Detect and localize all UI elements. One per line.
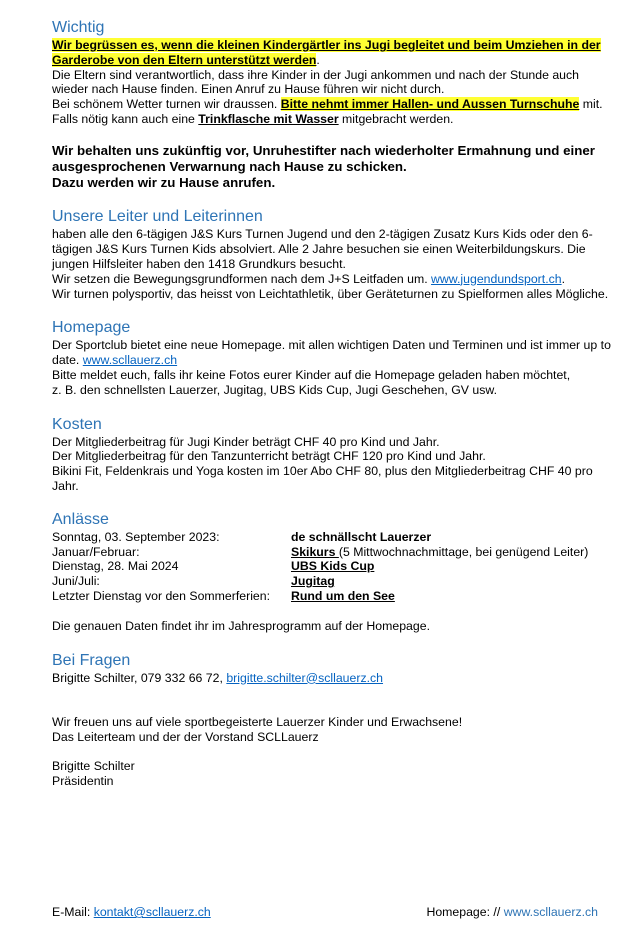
event-name-wrap <box>291 545 588 560</box>
event-name: Jugitag <box>291 574 335 589</box>
period: . <box>561 271 566 286</box>
footer-email-link[interactable]: kontakt@scllauerz.ch <box>93 905 211 919</box>
event-date: Dienstag, 28. Mai 2024 <box>52 559 179 574</box>
leiter-paragraph-1: haben alle den 6-tägigen J&S Kurs Turnen Jugend und den 2-tägigen Zusatz Kurs Kids oder den 6-tägigen J&S Kurs Turnen Kids absolviert. Alle 2 Jahre besuchen sie einen Weiterbildungskurs. Die jungen Hilfsleiter haben den 1418 Grundkurs besucht. <box>52 227 593 271</box>
event-name: Skikurs <box>291 544 339 559</box>
text: Der Sportclub bietet eine neue Homepage. mit allen wichtigen Daten und Terminen und ist immer up to date. <box>52 338 611 368</box>
leiter-paragraph-3: Wir turnen polysportiv, das heisst von Leichtathletik, über Geräteturnen zu Spielformen alles Mögliche. <box>52 286 609 301</box>
kosten-line: Bikini Fit, Feldenkrais und Yoga kosten im 10er Abo CHF 80, plus den Mitgliederbeitrag CHF 40 pro Jahr. <box>52 464 593 493</box>
fragen-heading: Bei Fragen <box>52 651 131 669</box>
anlaesse-heading: Anlässe <box>52 510 109 528</box>
kosten-line: Der Mitgliederbeitrag für den Tanzunterricht beträgt CHF 120 pro Kind und Jahr. <box>52 449 486 464</box>
kosten-heading: Kosten <box>52 415 102 433</box>
highlight-text: Wir begrüssen es, wenn die kleinen Kindergärtler ins Jugi begleitet und beim Umziehen in der Garderobe von den Eltern unterstützt werden <box>52 38 601 67</box>
leiter-paragraph-2 <box>52 272 612 287</box>
document-body <box>52 18 612 789</box>
wichtig-heading: Wichtig <box>52 19 105 36</box>
event-date: Juni/Juli: <box>52 574 100 589</box>
homepage-paragraph-1 <box>52 338 612 368</box>
event-row <box>52 589 612 604</box>
homepage-heading: Homepage <box>52 319 131 337</box>
wichtig-paragraph-1 <box>52 38 612 68</box>
event-name: UBS Kids Cup <box>291 559 375 574</box>
event-name: Rund um den See <box>291 588 395 603</box>
footer <box>52 905 598 919</box>
event-row <box>52 574 612 589</box>
signature-name: Brigitte Schilter <box>52 758 135 773</box>
closing-line-1: Wir freuen uns auf viele sportbegeisterte Lauerzer Kinder und Erwachsene! <box>52 715 463 730</box>
anlaesse-note: Die genauen Daten findet ihr im Jahresprogramm auf der Homepage. <box>52 618 430 633</box>
event-date: Letzter Dienstag vor den Sommerferien: <box>52 588 271 603</box>
footer-email <box>52 905 211 919</box>
text: Bei schönem Wetter turnen wir draussen. <box>52 97 281 112</box>
highlight-text: Bitte nehmt immer Hallen- und Aussen Turnschuhe <box>280 97 580 112</box>
jugendundsport-link[interactable]: www.jugendundsport.ch <box>431 271 562 286</box>
signature-role: Präsidentin <box>52 773 114 788</box>
footer-homepage-label: Homepage: // <box>426 905 504 919</box>
event-row <box>52 530 612 545</box>
event-date: Januar/Februar: <box>52 544 140 559</box>
footer-email-label: E-Mail: <box>52 905 94 919</box>
footer-homepage-link[interactable]: www.scllauerz.ch <box>503 905 598 919</box>
contact-email-link[interactable]: brigitte.schilter@scllauerz.ch <box>226 670 384 685</box>
homepage-paragraph-2: Bitte meldet euch, falls ihr keine Fotos eurer Kinder auf die Homepage geladen haben möchtet, <box>52 367 571 382</box>
event-row <box>52 559 612 574</box>
text: mitgebracht werden. <box>338 111 454 126</box>
period: . <box>316 52 320 67</box>
contact-text: Brigitte Schilter, 079 332 66 72, <box>52 670 227 685</box>
footer-homepage <box>426 905 598 919</box>
event-date: Sonntag, 03. September 2023: <box>52 529 220 544</box>
homepage-link[interactable]: www.scllauerz.ch <box>82 353 178 368</box>
event-name: de schnällscht Lauerzer <box>291 529 432 544</box>
event-extra: (5 Mittwochnachmittage, bei genügend Leiter) <box>338 544 589 559</box>
closing-line-2: Das Leiterteam und der der Vorstand SCLLauerz <box>52 730 319 745</box>
kosten-line: Der Mitgliederbeitrag für Jugi Kinder beträgt CHF 40 pro Kind und Jahr. <box>52 434 440 449</box>
text: mit. Falls nötig kann auch eine <box>52 97 603 126</box>
leiter-heading: Unsere Leiter und Leiterinnen <box>52 208 263 226</box>
homepage-paragraph-3: z. B. den schnellsten Lauerzer, Jugitag, UBS Kids Cup, Jugi Geschehen, GV usw. <box>52 382 497 397</box>
warning-paragraph: Wir behalten uns zukünftig vor, Unruhestifter nach wiederholter Ermahnung und einer ausgesprochenen Verwarnung nach Hause zu schicken. <box>52 142 595 174</box>
events-table <box>52 530 612 604</box>
wichtig-paragraph-3 <box>52 97 612 127</box>
wichtig-paragraph-2: Die Eltern sind verantwortlich, dass ihre Kinder in der Jugi ankommen und nach der Stunde auch wieder nach Hause finden. Einen Anruf zu Hause führen wir nicht durch. <box>52 67 580 97</box>
text: Wir setzen die Bewegungsgrundformen nach dem J+S Leitfaden um. <box>52 271 432 286</box>
contact-line <box>52 671 612 686</box>
event-row <box>52 545 612 560</box>
bold-underline-text: Trinkflasche mit Wasser <box>198 111 339 126</box>
warning-paragraph-2: Dazu werden wir zu Hause anrufen. <box>52 175 276 191</box>
